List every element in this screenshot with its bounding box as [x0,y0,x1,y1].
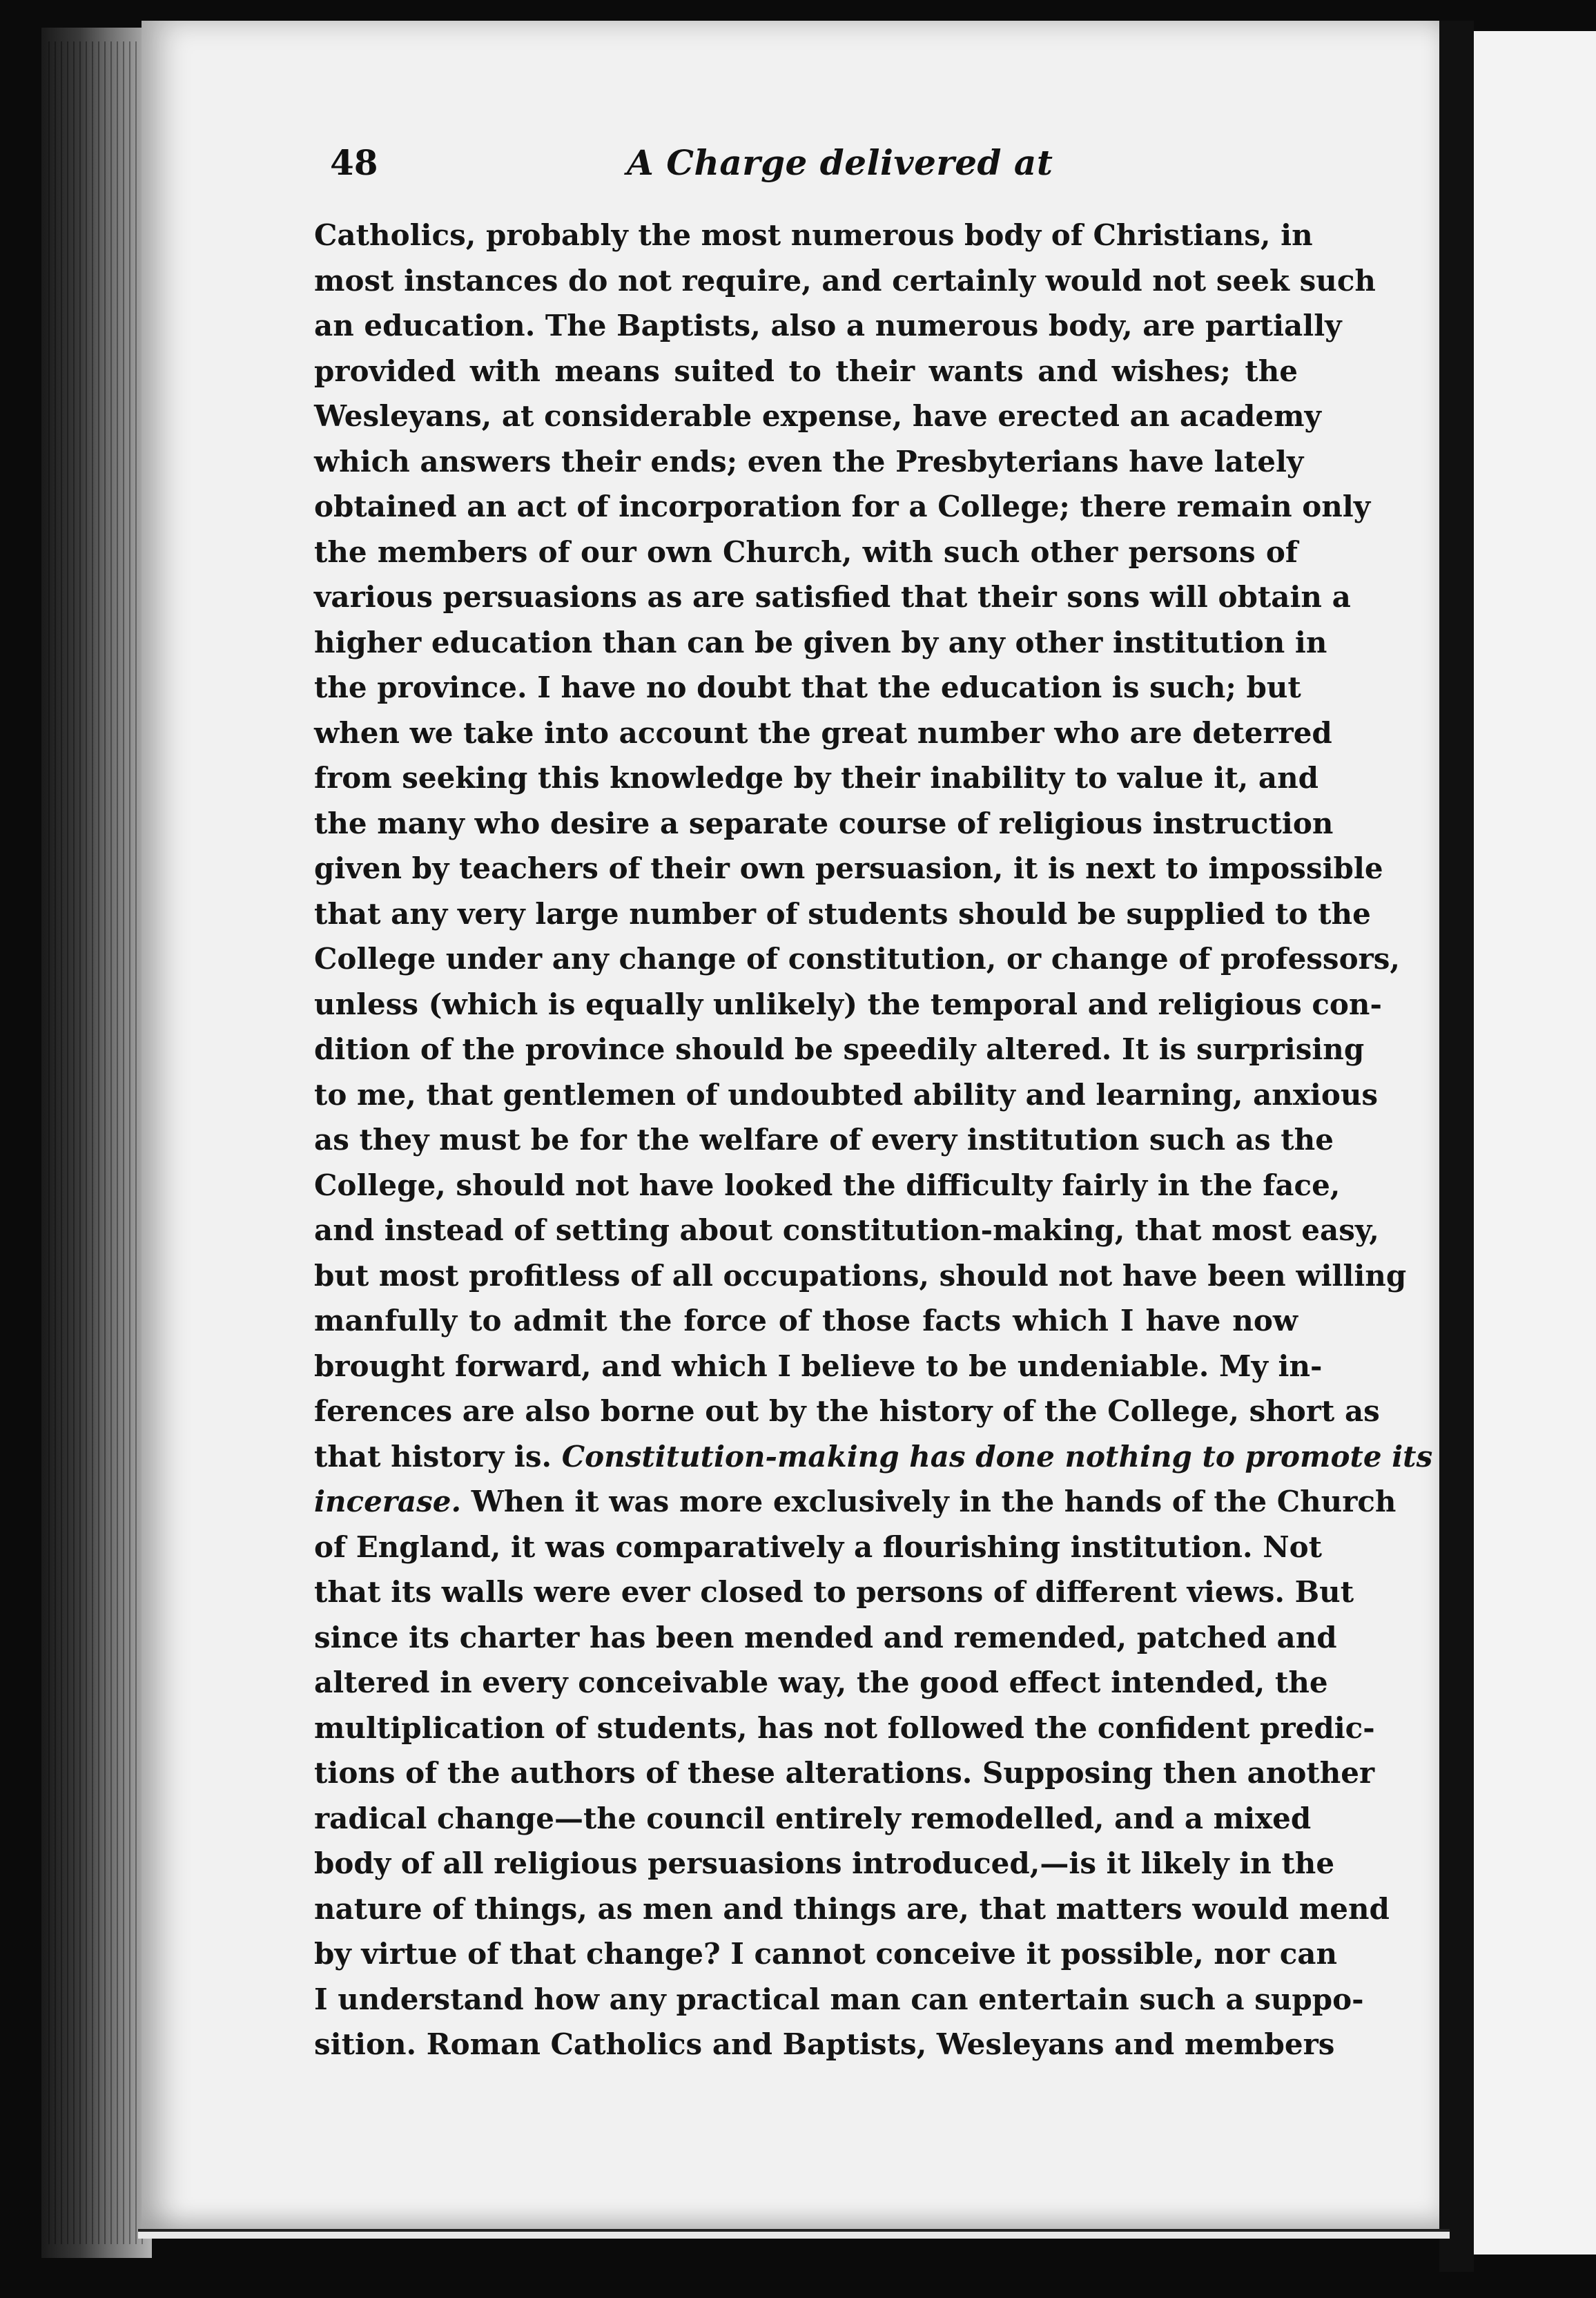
text-line: altered in every conceivable way, the good effect intended, the [314,1665,1328,1699]
text-line: Catholics, probably the most numerous body of Christians, in [314,218,1313,252]
text-line-mixed [314,1479,1396,1525]
text-line: Wesleyans, at considerable expense, have erected an academy [314,399,1321,433]
text-line: brought forward, and which I believe to be undeniable. My in- [314,1349,1323,1383]
text-line: College under any change of constitution, or change of professors, [314,942,1400,976]
text-line: I understand how any practical man can entertain such a suppo- [314,1982,1364,2016]
page-stack-lines [48,41,145,2244]
text-line: various persuasions as are satisfied that their sons will obtain a [314,580,1351,614]
text-line: but most profitless of all occupations, should not have been willing [314,1258,1407,1293]
text-run: that history is. [314,1439,552,1474]
text-line: multiplication of students, has not followed the confident predic- [314,1710,1375,1745]
text-line: from seeking this knowledge by their inability to value it, and [314,761,1318,795]
facing-page-edge [1474,31,1596,2254]
italic-emphasis: incerase. [314,1485,462,1518]
text-line: and instead of setting about constitution-making, that most easy, [314,1213,1379,1247]
text-line-mixed [314,1434,1433,1480]
italic-emphasis: Constitution-making has done nothing to promote its [561,1439,1433,1474]
text-line: given by teachers of their own persuasion, it is next to impossible [314,851,1383,885]
text-line: an education. The Baptists, also a numerous body, are partially [314,309,1342,342]
text-line: body of all religious persuasions introduced,—is it likely in the [314,1846,1335,1880]
text-line: manfully to admit the force of those facts which I have now [314,1304,1298,1338]
page-bottom-edge [138,2229,1450,2239]
text-line: provided with means suited to their wants and wishes; the [314,354,1298,388]
text-line: that its walls were ever closed to persons of different views. But [314,1575,1354,1609]
text-line: the many who desire a separate course of religious instruction [314,806,1334,840]
running-title: A Charge delivered at [627,142,1053,183]
text-line: nature of things, as men and things are, that matters would mend [314,1891,1390,1926]
text-line: by virtue of that change? I cannot conceive it possible, nor can [314,1937,1338,1971]
text-line: which answers their ends; even the Presbyterians have lately [314,444,1304,479]
text-line: since its charter has been mended and remended, patched and [314,1620,1337,1654]
page-number: 48 [330,142,378,183]
text-line: sition. Roman Catholics and Baptists, Wesleyans and members [314,2027,1335,2061]
gutter-shadow [1439,21,1474,2272]
text-line: higher education than can be given by any other institution in [314,625,1327,659]
text-line: the province. I have no doubt that the education is such; but [314,670,1301,704]
text-line: tions of the authors of these alterations. Supposing then another [314,1756,1375,1790]
text-line: ferences are also borne out by the history of the College, short as [314,1394,1380,1428]
text-line: unless (which is equally unlikely) the temporal and religious con- [314,987,1382,1021]
text-run: When it was more exclusively in the hands of the Church [471,1485,1396,1518]
text-line: dition of the province should be speedily altered. It is surprising [314,1032,1365,1066]
text-line: College, should not have looked the difficulty fairly in the face, [314,1168,1341,1202]
text-line: to me, that gentlemen of undoubted ability and learning, anxious [314,1077,1379,1112]
text-line: the members of our own Church, with such other persons of [314,534,1298,569]
text-line: most instances do not require, and certainly would not seek such [314,263,1376,298]
text-line: radical change—the council entirely remodelled, and a mixed [314,1801,1312,1835]
text-line: obtained an act of incorporation for a College; there remain only [314,490,1371,523]
text-line: of England, it was comparatively a flourishing institution. Not [314,1529,1323,1564]
page-header [330,142,1310,191]
body-text [314,213,1433,2067]
text-line: as they must be for the welfare of every institution such as the [314,1123,1334,1157]
text-line: that any very large number of students should be supplied to the [314,896,1371,931]
text-line: when we take into account the great number who are deterred [314,715,1332,750]
